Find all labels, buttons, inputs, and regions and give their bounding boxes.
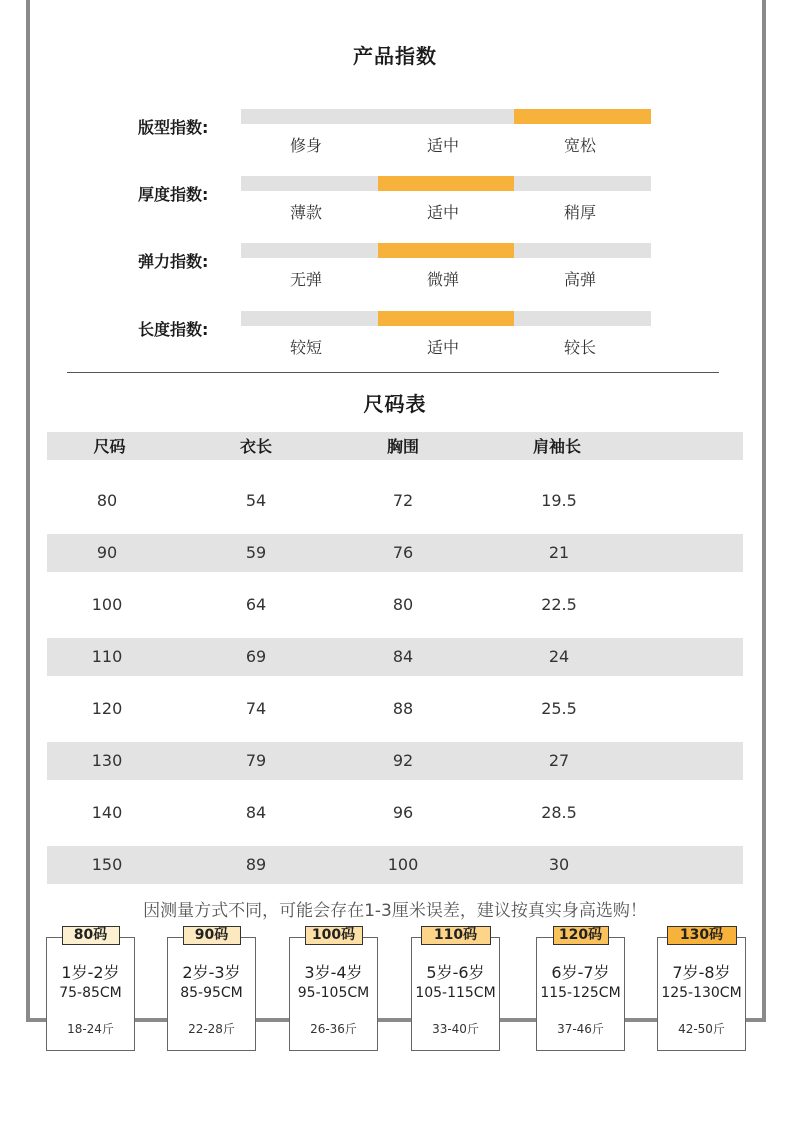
index-option: 适中	[426, 136, 459, 155]
table-row	[47, 638, 743, 676]
table-cell: 90	[96, 543, 118, 562]
size-card	[46, 937, 135, 1051]
card-age: 3岁-4岁	[304, 963, 363, 982]
card-age: 1岁-2岁	[61, 963, 120, 982]
index-label: 版型指数:	[138, 118, 209, 137]
card-weight: 33-40斤	[432, 1022, 479, 1036]
index-label: 长度指数:	[138, 320, 209, 339]
card-weight: 42-50斤	[678, 1022, 725, 1036]
header-sleeve: 肩袖长	[532, 437, 581, 456]
table-cell: 88	[392, 699, 414, 718]
table-row	[47, 690, 743, 728]
card-age: 6岁-7岁	[551, 963, 610, 982]
table-cell: 74	[245, 699, 267, 718]
table-cell: 92	[392, 751, 414, 770]
table-cell: 69	[245, 647, 267, 666]
header-chest: 胸围	[386, 437, 419, 456]
index-bar	[241, 311, 651, 326]
index-bar	[241, 243, 651, 258]
index-option: 宽松	[563, 136, 596, 155]
table-cell: 84	[245, 803, 267, 822]
size-tag: 90码	[183, 926, 241, 945]
header-length: 衣长	[239, 437, 272, 456]
size-tag: 80码	[62, 926, 120, 945]
size-tag: 110码	[421, 926, 491, 945]
size-table-header	[47, 432, 743, 460]
index-option: 微弹	[426, 270, 459, 289]
table-cell: 110	[91, 647, 123, 666]
card-age: 2岁-3岁	[182, 963, 241, 982]
index-bar	[241, 109, 651, 124]
size-card	[289, 937, 378, 1051]
table-cell: 21	[548, 543, 570, 562]
card-weight: 18-24斤	[67, 1022, 114, 1036]
card-height: 125-130CM	[661, 985, 742, 1001]
table-cell: 24	[548, 647, 570, 666]
table-cell: 100	[91, 595, 123, 614]
product-index-title: 产品指数	[353, 44, 437, 68]
size-card	[411, 937, 500, 1051]
size-chart-title: 尺码表	[363, 392, 427, 416]
measurement-note: 因测量方式不同，可能会存在1-3厘米误差，建议按真实身高选购！	[143, 901, 647, 921]
index-label: 厚度指数:	[138, 185, 209, 204]
index-option: 稍厚	[563, 203, 596, 222]
index-bar-fill	[514, 109, 651, 124]
table-cell: 140	[91, 803, 123, 822]
table-cell: 30	[548, 855, 570, 874]
index-option: 无弹	[289, 270, 322, 289]
card-weight: 22-28斤	[188, 1022, 235, 1036]
card-age: 5岁-6岁	[426, 963, 485, 982]
card-weight: 26-36斤	[310, 1022, 357, 1036]
index-bar-fill	[378, 176, 515, 191]
size-tag: 120码	[553, 926, 609, 945]
table-cell: 22.5	[541, 595, 577, 614]
table-cell: 54	[245, 491, 267, 510]
table-cell: 28.5	[541, 803, 577, 822]
card-age: 7岁-8岁	[672, 963, 731, 982]
table-cell: 79	[245, 751, 267, 770]
table-cell: 76	[392, 543, 414, 562]
table-cell: 27	[548, 751, 570, 770]
table-cell: 72	[392, 491, 414, 510]
index-option: 适中	[426, 338, 459, 357]
table-cell: 120	[91, 699, 123, 718]
index-option: 较长	[563, 338, 596, 357]
table-cell: 150	[91, 855, 123, 874]
card-height: 75-85CM	[59, 985, 122, 1001]
table-row	[47, 586, 743, 624]
frame-bottom-border	[26, 1018, 766, 1022]
size-card	[167, 937, 256, 1051]
card-weight: 37-46斤	[557, 1022, 604, 1036]
index-option: 较短	[289, 338, 322, 357]
frame-left-border	[26, 0, 30, 1022]
table-row	[47, 846, 743, 884]
index-option: 高弹	[563, 270, 596, 289]
table-row	[47, 794, 743, 832]
section-divider	[67, 372, 719, 373]
index-label: 弹力指数:	[138, 252, 209, 271]
table-cell: 130	[91, 751, 123, 770]
header-size: 尺码	[93, 437, 126, 456]
table-row	[47, 534, 743, 572]
table-cell: 25.5	[541, 699, 577, 718]
table-cell: 64	[245, 595, 267, 614]
table-cell: 80	[96, 491, 118, 510]
table-cell: 100	[387, 855, 419, 874]
index-option: 薄款	[289, 203, 322, 222]
table-cell: 19.5	[541, 491, 577, 510]
index-bar-fill	[378, 311, 515, 326]
table-cell: 59	[245, 543, 267, 562]
size-card	[536, 937, 625, 1051]
table-cell: 96	[392, 803, 414, 822]
table-cell: 89	[245, 855, 267, 874]
index-bar-fill	[378, 243, 515, 258]
card-height: 115-125CM	[540, 985, 621, 1001]
size-card	[657, 937, 746, 1051]
table-row	[47, 742, 743, 780]
card-height: 95-105CM	[297, 985, 370, 1001]
card-height: 105-115CM	[415, 985, 496, 1001]
size-tag: 100码	[305, 926, 363, 945]
size-tag: 130码	[667, 926, 737, 945]
card-height: 85-95CM	[180, 985, 243, 1001]
index-option: 修身	[289, 136, 322, 155]
frame-right-border	[762, 0, 766, 1022]
table-cell: 84	[392, 647, 414, 666]
table-row	[47, 482, 743, 520]
table-cell: 80	[392, 595, 414, 614]
index-option: 适中	[426, 203, 459, 222]
index-bar	[241, 176, 651, 191]
